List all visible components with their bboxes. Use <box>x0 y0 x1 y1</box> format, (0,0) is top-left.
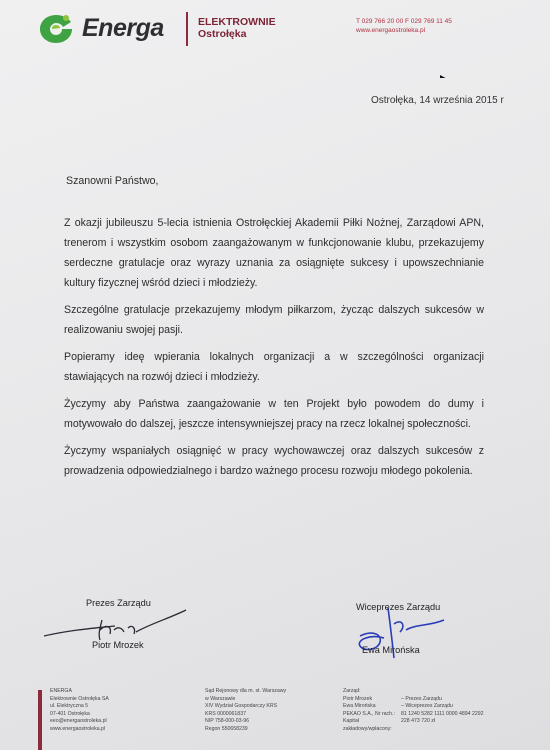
footer-line: eeo@energaostroleka.pl <box>50 718 107 725</box>
footer-line: NIP 758-000-03-96 <box>205 718 250 725</box>
salutation: Szanowni Państwo, <box>66 175 159 187</box>
signature-left-title: Prezes Zarządu <box>86 598 151 608</box>
signature-left-name: Piotr Mrozek <box>92 640 144 650</box>
footer-registry-info <box>205 688 310 734</box>
footer-line: w Warszawie <box>205 695 236 702</box>
contact-info <box>356 17 452 35</box>
brand-division <box>198 16 276 40</box>
footer-line: Elektrownie Ostrołęka SA <box>50 695 109 702</box>
footer-key: Piotr Mrozek <box>343 695 373 702</box>
footer-line: 07-401 Ostrołęka <box>50 710 90 717</box>
paragraph-2: Szczególne gratulacje przekazujemy młodym piłkarzom, życząc dalszych sukcesów w realizowaniu swojej pasji. <box>64 304 484 336</box>
footer-row <box>343 711 503 719</box>
footer-line: ENERGA <box>50 688 72 694</box>
letter-body <box>64 175 484 481</box>
paragraph-3: Popieramy ideę wpierania lokalnych organizacji a w szczególności organizacji stawiających na rozwój dzieci i młodzieży. <box>64 351 484 383</box>
footer-key: PEKAO S.A., Nr rach.: <box>343 710 395 717</box>
footer-key: Kapitał zakładowy/wpłacony: <box>343 718 392 732</box>
paragraph-4: Życzymy aby Państwa zaangażowanie w ten Projekt było powodem do dumy i motywowało do dalszej, jeszcze intensywniejszej pracy na rzecz lokalnej społeczności. <box>64 398 484 430</box>
paragraph-1: Z okazji jubileuszu 5-lecia istnienia Ostrołęckiej Akademii Piłki Nożnej, Zarządowi APN, trenerom i wszystkim osobom zaangażowanym w funkcjonowanie klubu, przekazujemy serdeczne gratulacje oraz wyrazy uznania za osiągnięte sukcesy i upowszechnianie kultury fizycznej wśród dzieci i młodzieży. <box>64 217 484 289</box>
footer-line: XIV Wydział Gospodarczy KRS <box>205 703 278 710</box>
letter-date: Ostrołęka, 14 września 2015 r <box>371 95 504 106</box>
footer-row <box>343 718 503 733</box>
footer-line: KRS 0000061837 <box>205 710 246 717</box>
paragraph-5: Życzymy wspaniałych osiągnięć w pracy wychowawczej oraz dalszych sukcesów z prowadzenia odpowiedzialnego i bardzo ważnego procesu rozwoju młodego pokolenia. <box>64 445 484 477</box>
contact-phone-fax: T 029 766 20 00 F 029 769 11 45 <box>356 18 452 25</box>
footer-value: 228 473 720 zł <box>401 718 436 725</box>
energa-logo-icon <box>38 13 74 45</box>
footer-row <box>343 703 503 711</box>
footer-accent-strip <box>38 690 42 750</box>
contact-website: www.energaostroleka.pl <box>356 27 426 34</box>
division-line-2: Ostrołęka <box>198 28 247 40</box>
footer-board-info <box>343 688 503 734</box>
division-line-1: ELEKTROWNIE <box>198 16 276 28</box>
photo-corner-top-right <box>440 66 550 78</box>
footer-value: – Prezes Zarządu <box>401 695 442 702</box>
footer-line: Sąd Rejonowy dla m. st. Warszawy <box>205 688 287 694</box>
footer-line: www.energaostroleka.pl <box>50 725 106 732</box>
footer-key: Ewa Mirońska <box>343 703 376 710</box>
brand-divider <box>186 12 188 46</box>
footer-line: ul. Elektryczna 5 <box>50 703 89 710</box>
photo-corner-bottom-right <box>510 630 550 750</box>
footer-line: Regon 550658239 <box>205 725 248 732</box>
footer-heading: Zarząd: <box>343 688 361 694</box>
brand-name: Energa <box>82 14 164 42</box>
signature-right-name: Ewa Mirońska <box>362 645 420 655</box>
footer-company-info <box>50 688 145 734</box>
footer-value: 81 1240 5282 1111 0000 4894 2292 <box>401 710 484 717</box>
signature-right-title: Wiceprezes Zarządu <box>356 602 441 612</box>
footer-value: – Wiceprezes Zarządu <box>401 703 453 710</box>
footer-row <box>343 696 503 704</box>
